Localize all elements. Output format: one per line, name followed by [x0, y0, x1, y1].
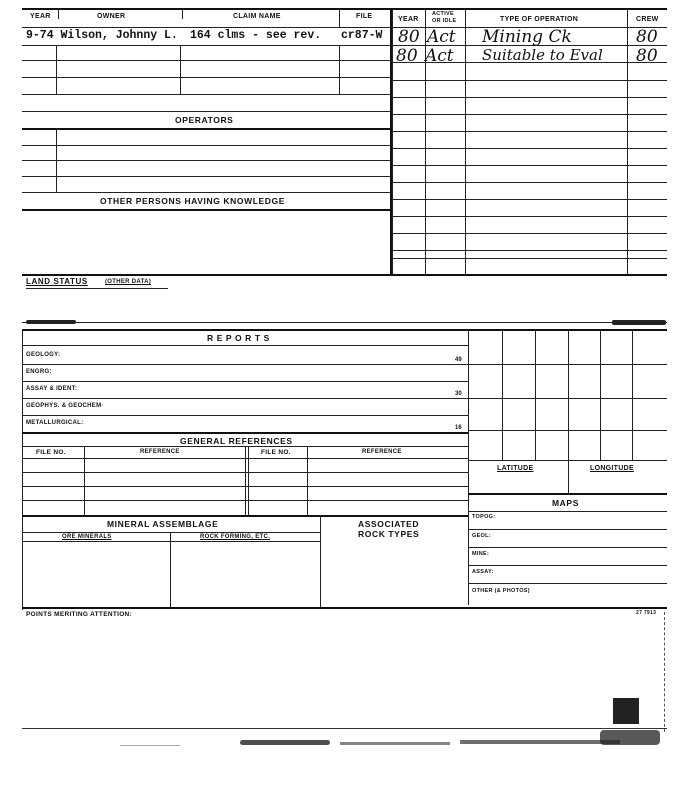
report-metallurgical-num: 16: [455, 425, 462, 431]
maps-other: OTHER (& PHOTOS): [472, 588, 530, 594]
header-or-idle: OR IDLE: [432, 18, 457, 24]
header-file: FILE: [356, 13, 373, 20]
header-year-2: YEAR: [398, 16, 419, 23]
report-assay: ASSAY & IDENT:: [26, 386, 78, 392]
op2-status: Act: [425, 46, 454, 66]
genref-reference-1: REFERENCE: [140, 449, 180, 455]
header-year: YEAR: [30, 13, 51, 20]
genref-file-no-1: FILE NO.: [36, 449, 66, 456]
report-geology-num: 49: [455, 357, 462, 363]
maps-topog: TOPOG:: [472, 514, 496, 520]
op1-type: Mining Ck: [482, 27, 572, 47]
land-status-sub: (OTHER DATA): [105, 279, 152, 285]
report-engrg: ENGRG:: [26, 369, 52, 375]
maps-assay: ASSAY:: [472, 569, 494, 575]
rock-types-heading: ROCK TYPES: [358, 529, 420, 539]
report-assay-num: 30: [455, 391, 462, 397]
header-claim-name: CLAIM NAME: [233, 13, 281, 20]
other-persons-heading: OTHER PERSONS HAVING KNOWLEDGE: [100, 196, 286, 206]
entry-file: cr87-W: [341, 29, 383, 42]
entry-year-owner: 9-74 Wilson, Johnny L.: [26, 29, 178, 42]
maps-heading: MAPS: [552, 498, 579, 508]
genref-reference-2: REFERENCE: [362, 449, 402, 455]
associated-heading: ASSOCIATED: [358, 519, 420, 529]
points-heading: POINTS MERITING ATTENTION:: [26, 611, 133, 618]
genref-file-no-2: FILE NO.: [261, 449, 291, 456]
report-geology: GEOLOGY:: [26, 352, 61, 358]
op1-crew: 80: [636, 27, 658, 47]
latitude-label: LATITUDE: [497, 465, 534, 472]
form-number: 27 7913: [636, 610, 657, 616]
maps-mine: MINE:: [472, 551, 490, 557]
op2-crew: 80: [636, 46, 658, 66]
header-owner: OWNER: [97, 13, 126, 20]
land-status-heading: LAND STATUS: [26, 277, 88, 286]
rock-forming-col: ROCK FORMING, ETC.: [200, 534, 271, 540]
maps-geol: GEOL:: [472, 533, 491, 539]
header-crew: CREW: [636, 16, 659, 23]
general-references-heading: GENERAL REFERENCES: [180, 436, 293, 446]
op2-type: Suitable to Eval: [482, 46, 603, 64]
operators-heading: OPERATORS: [175, 115, 234, 125]
op1-year: 80: [398, 27, 420, 47]
op2-year: 80: [396, 46, 418, 66]
longitude-label: LONGITUDE: [590, 465, 634, 472]
header-type-of-operation: TYPE OF OPERATION: [500, 16, 579, 23]
report-geophys: GEOPHYS. & GEOCHEM·: [26, 403, 104, 409]
ore-minerals-col: ORE MINERALS: [62, 534, 112, 540]
mineral-assemblage-heading: MINERAL ASSEMBLAGE: [107, 519, 219, 529]
entry-claim-name: 164 clms - see rev.: [190, 29, 322, 42]
report-metallurgical: METALLURGICAL:: [26, 420, 84, 426]
reports-heading: R E P O R T S: [207, 333, 270, 343]
op1-status: Act: [427, 27, 456, 47]
header-active: ACTIVE: [432, 11, 454, 17]
